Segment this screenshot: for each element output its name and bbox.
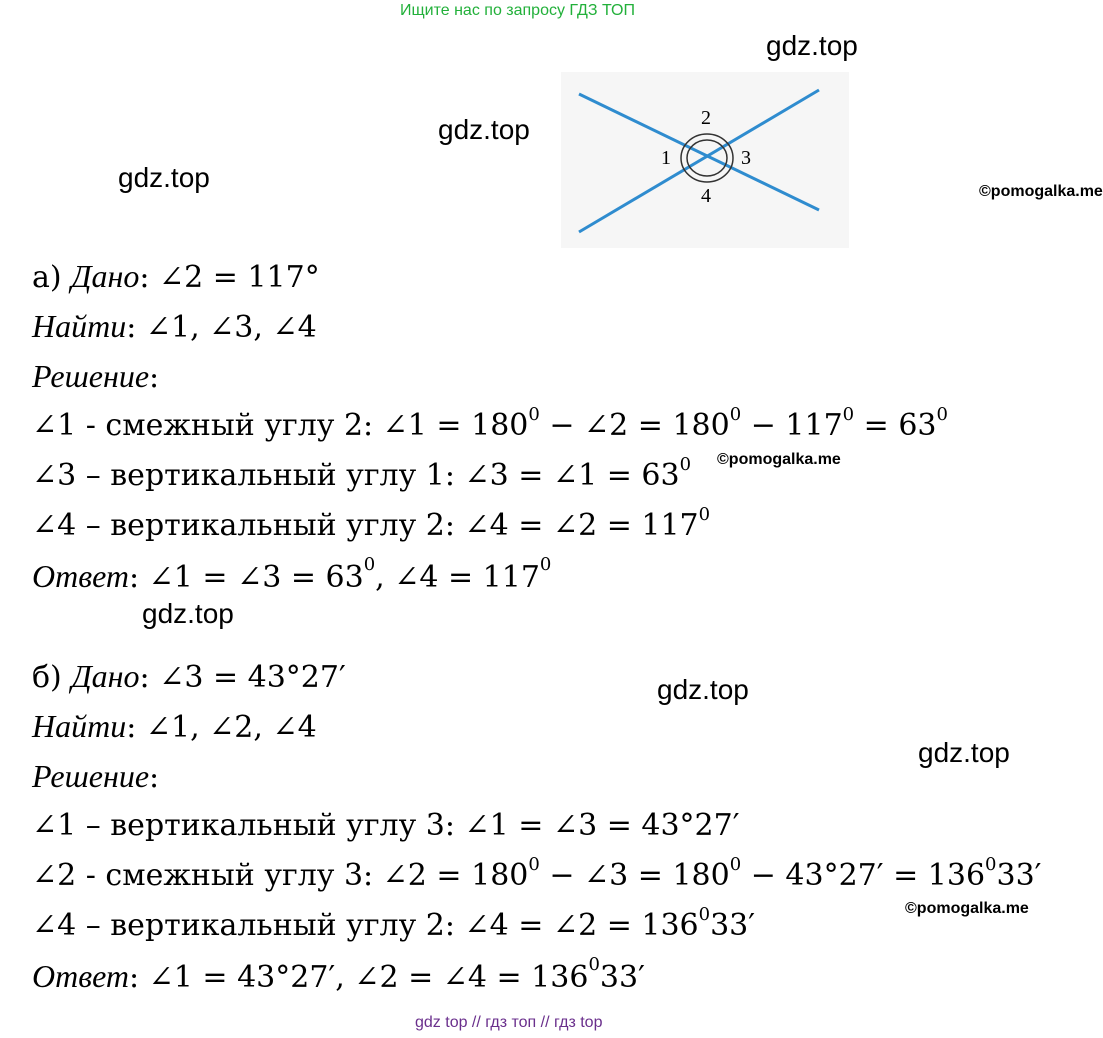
step-text: ∠4 – вертикальный углу 2: ∠4 = ∠2 = 136 <box>32 908 699 943</box>
solution-colon: : <box>149 360 160 395</box>
solution-label: Решение <box>32 758 150 794</box>
part-b-step-1 <box>32 808 740 843</box>
part-b-step-2 <box>32 854 1042 893</box>
part-a-find <box>32 308 317 345</box>
angle-label-1: 1 <box>661 147 671 169</box>
find-value: : ∠1, ∠3, ∠4 <box>126 310 317 345</box>
superscript: 0 <box>985 854 997 875</box>
part-b-find <box>32 708 317 745</box>
part-b-answer <box>32 954 645 995</box>
angle-label-4: 4 <box>701 185 711 207</box>
superscript: 0 <box>679 454 692 475</box>
intersecting-lines-diagram <box>561 72 849 248</box>
part-a-solution-heading <box>32 358 159 395</box>
superscript: 0 <box>363 554 376 575</box>
step-text: = 63 <box>854 408 937 443</box>
part-a-prefix: а) <box>32 260 62 295</box>
watermark-pomogalka: ©pomogalka.me <box>979 183 1103 200</box>
answer-text: , ∠4 = 117 <box>375 560 540 595</box>
step-text: ∠3 – вертикальный углу 1: ∠3 = ∠1 = 63 <box>32 458 680 493</box>
superscript: 0 <box>698 504 711 525</box>
step-text: ∠2 - смежный углу 3: ∠2 = 180 <box>32 858 529 893</box>
watermark-pomogalka: ©pomogalka.me <box>717 451 841 468</box>
given-value: : ∠2 = 117° <box>139 260 320 295</box>
watermark-gdz: gdz.top <box>118 162 210 193</box>
part-b-step-3 <box>32 904 756 943</box>
step-text: 33′ <box>996 858 1042 893</box>
superscript: 0 <box>729 854 742 875</box>
superscript: 0 <box>729 404 742 425</box>
superscript: 0 <box>698 904 711 925</box>
find-value: : ∠1, ∠2, ∠4 <box>126 710 317 745</box>
step-text: ∠4 – вертикальный углу 2: ∠4 = ∠2 = 117 <box>32 508 699 543</box>
superscript: 0 <box>936 404 948 425</box>
watermark-gdz: gdz.top <box>657 674 749 705</box>
step-text: 33′ <box>710 908 756 943</box>
step-text: ∠1 – вертикальный углу 3: ∠1 = ∠3 = 43°27′ <box>32 808 740 843</box>
given-value: : ∠3 = 43°27′ <box>139 660 346 695</box>
superscript: 0 <box>528 854 540 875</box>
step-text: − ∠2 = 180 <box>539 408 730 443</box>
watermark-gdz: gdz.top <box>766 30 858 61</box>
part-b-given <box>32 658 346 695</box>
part-a-given <box>32 258 320 295</box>
top-banner: Ищите нас по запросу ГДЗ ТОП <box>400 2 635 19</box>
superscript: 0 <box>588 954 600 975</box>
part-a-step-1 <box>32 404 948 443</box>
find-label: Найти <box>32 308 127 344</box>
superscript: 0 <box>842 404 855 425</box>
watermark-gdz: gdz.top <box>438 114 530 145</box>
step-text: − 117 <box>741 408 843 443</box>
watermark-pomogalka: ©pomogalka.me <box>905 900 1029 917</box>
superscript: 0 <box>539 554 552 575</box>
answer-text: : ∠1 = ∠3 = 63 <box>129 560 364 595</box>
superscript: 0 <box>528 404 540 425</box>
answer-label: Ответ <box>32 558 129 594</box>
angle-label-2: 2 <box>701 107 711 129</box>
answer-label: Ответ <box>32 958 129 994</box>
part-b-prefix: б) <box>32 660 62 695</box>
step-text: ∠1 - смежный углу 2: ∠1 = 180 <box>32 408 529 443</box>
part-a-step-2 <box>32 454 692 493</box>
solution-colon: : <box>149 760 160 795</box>
find-label: Найти <box>32 708 127 744</box>
step-text: − 43°27′ = 136 <box>741 858 986 893</box>
part-b-solution-heading <box>32 758 159 795</box>
solution-label: Решение <box>32 358 150 394</box>
watermark-gdz: gdz.top <box>918 737 1010 768</box>
footer-links: gdz top // гдз топ // гдз top <box>415 1014 603 1031</box>
angle-label-3: 3 <box>741 147 751 169</box>
answer-text: 33′ <box>599 960 645 995</box>
part-a-answer <box>32 554 552 595</box>
answer-text: : ∠1 = 43°27′, ∠2 = ∠4 = 136 <box>129 960 589 995</box>
part-a-step-3 <box>32 504 711 543</box>
given-label: Дано <box>71 258 140 294</box>
angles-figure <box>561 72 849 248</box>
watermark-gdz: gdz.top <box>142 598 234 629</box>
given-label: Дано <box>71 658 140 694</box>
step-text: − ∠3 = 180 <box>539 858 730 893</box>
